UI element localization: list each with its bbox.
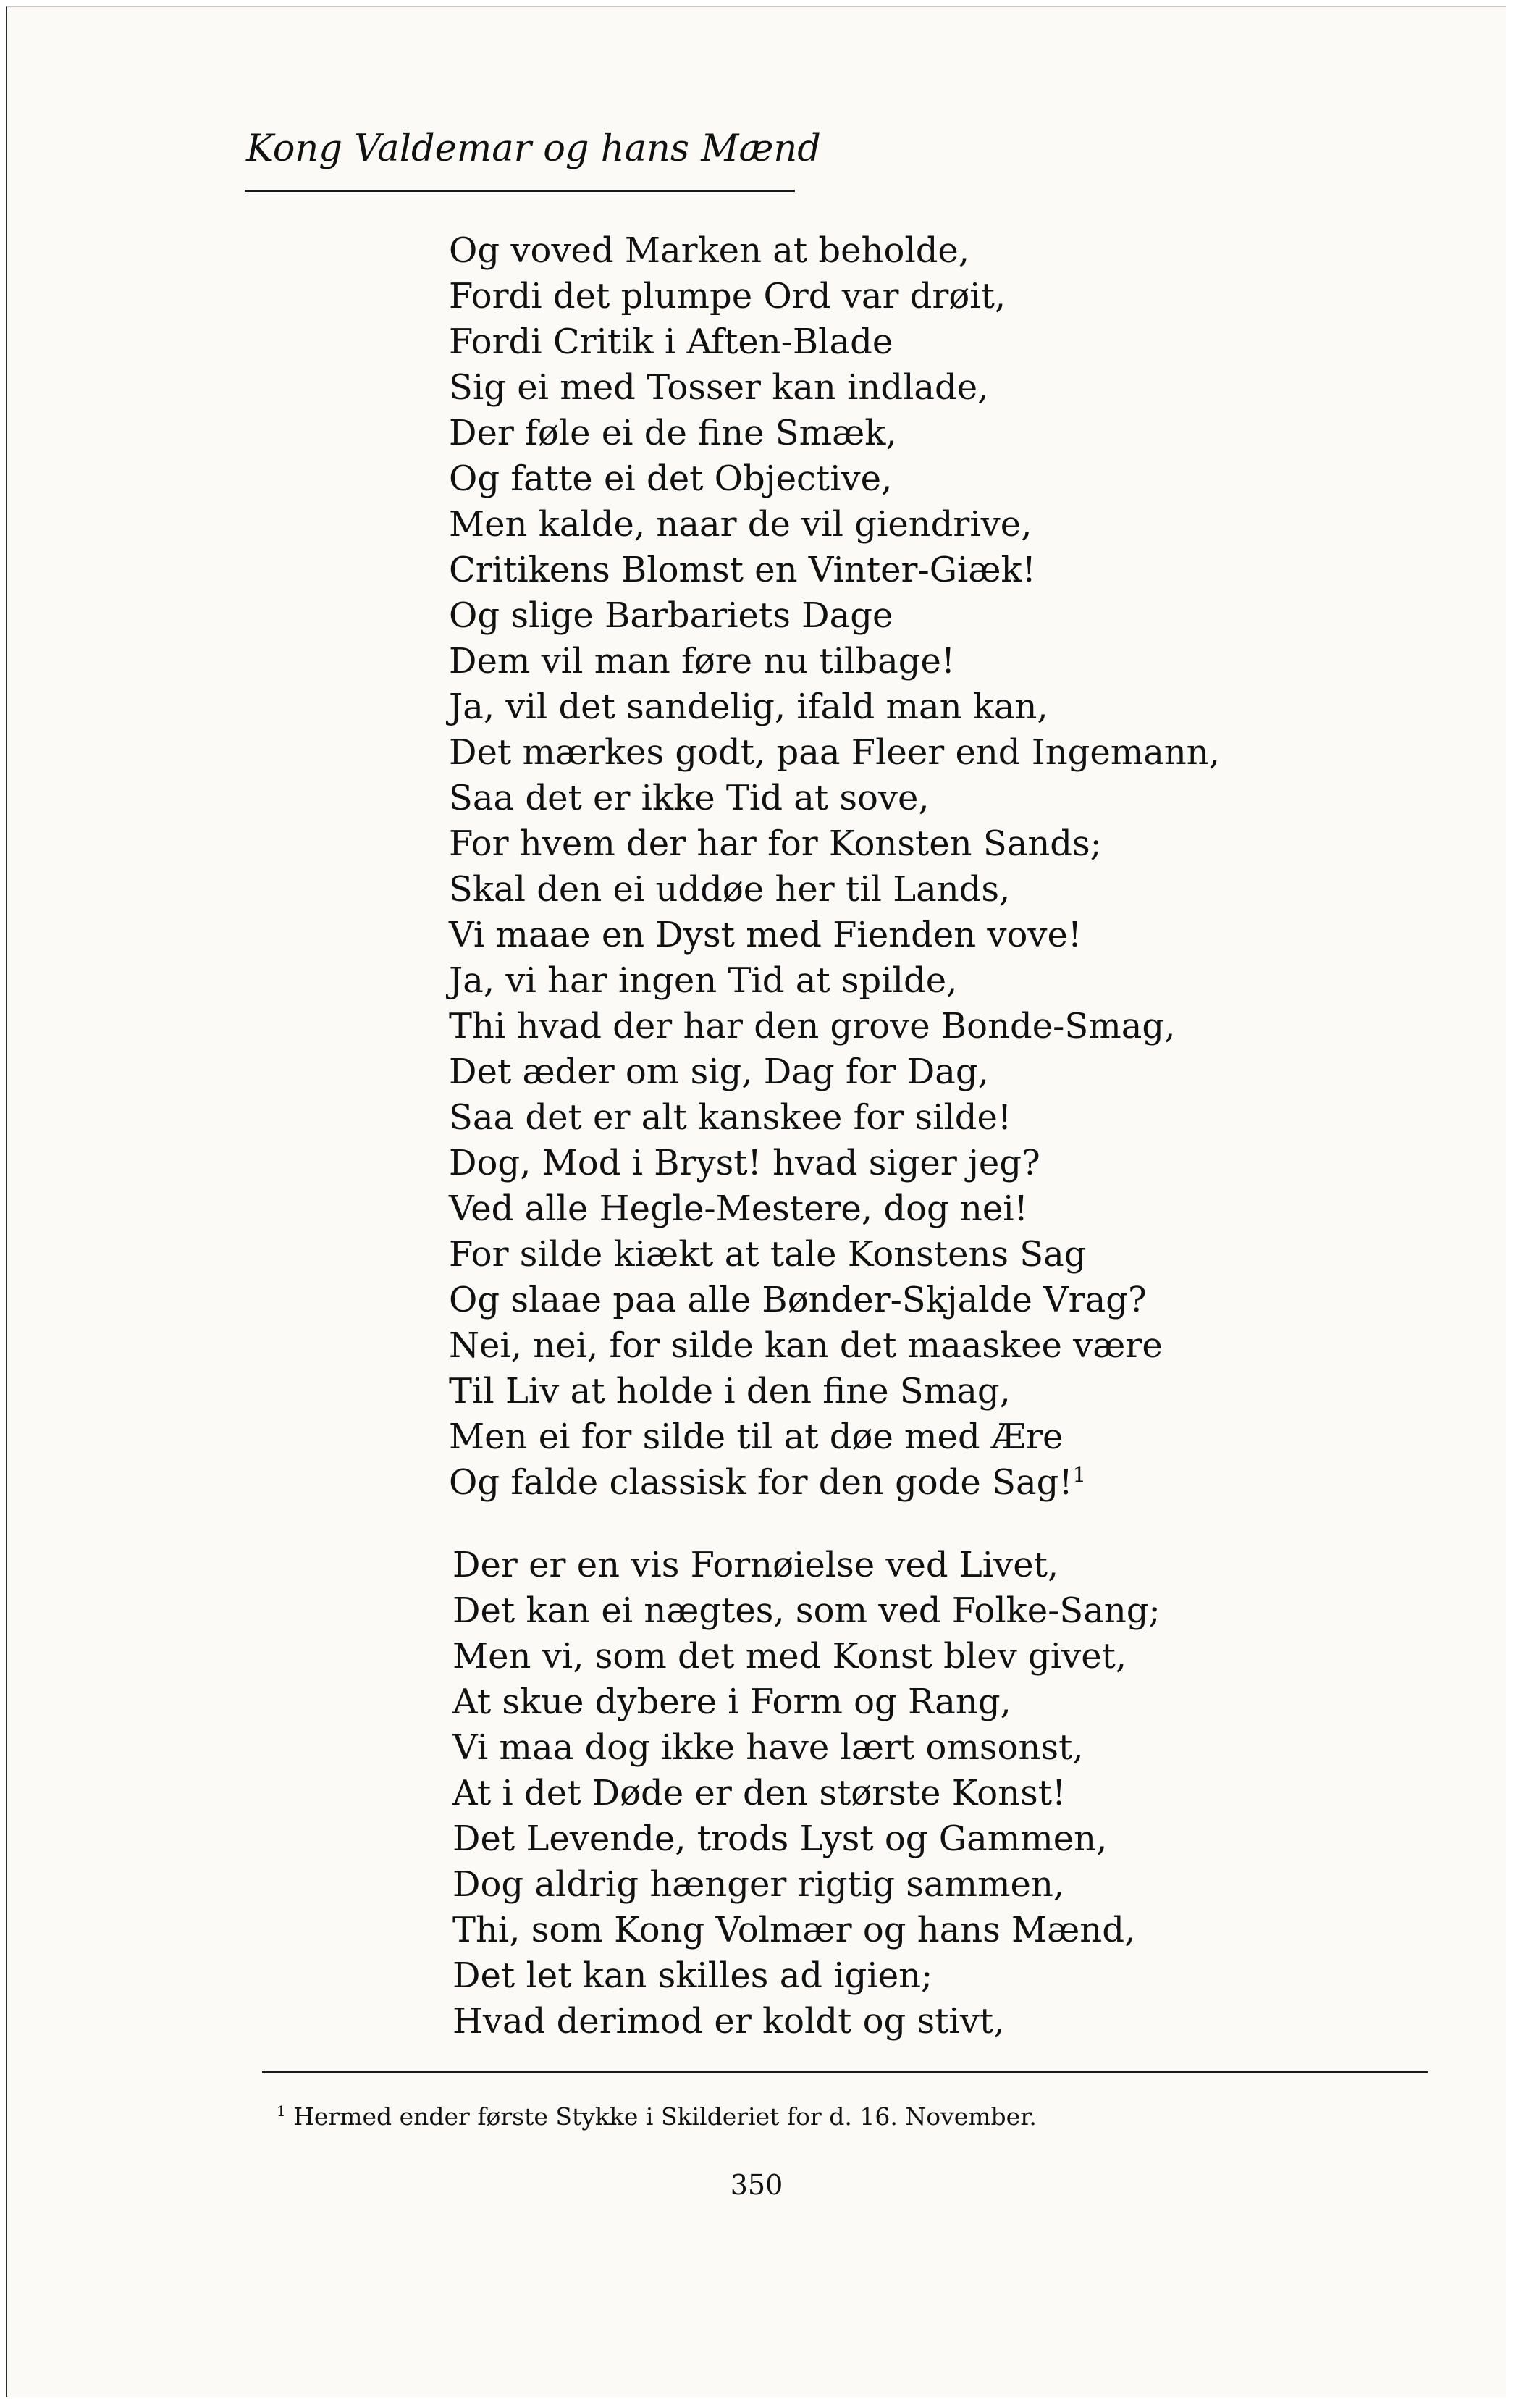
poem-line: Det æder om sig, Dag for Dag, [449,1052,989,1092]
poem-line: Og voved Marken at beholde, [449,230,970,271]
poem-line: Ja, vi har ingen Tid at spilde, [449,960,958,1001]
running-header: Kong Valdemar og hans Mænd [246,127,821,170]
poem-line: For hvem der har for Konsten Sands; [449,823,1102,864]
poem-line: For silde kiækt at tale Konstens Sag [449,1234,1087,1275]
poem-line: Og slaae paa alle Bønder-Skjalde Vrag? [449,1280,1147,1320]
poem-line: Det Levende, trods Lyst og Gammen, [452,1818,1108,1859]
poem-line: Der føle ei de fine Smæk, [449,413,897,453]
poem-stanza-2 [452,1543,1466,2044]
poem-line: At i det Døde er den største Konst! [452,1773,1066,1813]
footnote-text: Hermed ender første Stykke i Skilderiet for d. 16. November. [293,2102,1037,2131]
poem-line: Nei, nei, for silde kan det maaskee være [449,1325,1163,1366]
poem-line: Dem vil man føre nu tilbage! [449,641,956,681]
poem-line: Skal den ei uddøe her til Lands, [449,869,1011,910]
poem-line: Der er en vis Fornøielse ved Livet, [452,1545,1059,1585]
header-rule [245,190,795,192]
poem-line: Og fatte ei det Objective, [449,458,893,499]
poem-line: Critikens Blomst en Vinter-Giæk! [449,550,1036,590]
poem-line: Ja, vil det sandelig, ifald man kan, [449,687,1048,727]
poem-line: Det kan ei nægtes, som ved Folke-Sang; [452,1590,1161,1631]
poem-stanza-1 [449,228,1462,1506]
poem-line: Men kalde, naar de vil giendrive, [449,504,1032,545]
poem-line-with-footnote [449,1460,1462,1506]
poem-line: Dog aldrig hænger rigtig sammen, [452,1864,1065,1905]
footnote [277,2102,1037,2131]
poem-line: Men ei for silde til at døe med Ære [449,1417,1064,1457]
footnote-marker[interactable]: 1 [1072,1462,1086,1487]
footnote-rule [262,2071,1428,2073]
poem-line: Hvad derimod er koldt og stivt, [452,2001,1005,2042]
poem-line: At skue dybere i Form og Rang, [452,1682,1011,1722]
page-edge [1508,0,1524,2408]
poem-line: Men vi, som det med Konst blev givet, [452,1636,1127,1677]
footnote-number: 1 [277,2103,286,2120]
poem-line: Fordi det plumpe Ord var drøit, [449,276,1006,316]
poem-line: Og slige Barbariets Dage [449,595,893,636]
poem-line: Thi, som Kong Volmær og hans Mænd, [452,1910,1136,1950]
poem-line: Dog, Mod i Bryst! hvad siger jeg? [449,1143,1040,1183]
poem-line: Saa det er ikke Tid at sove, [449,778,930,818]
poem-line: Vi maae en Dyst med Fienden vove! [449,915,1082,955]
poem-line-text: Og falde classisk for den gode Sag! [449,1462,1073,1503]
book-page [6,6,1506,2397]
poem-line: Sig ei med Tosser kan indlade, [449,367,989,408]
poem-line: Fordi Critik i Aften-Blade [449,322,893,362]
poem-line: Saa det er alt kanskee for silde! [449,1097,1012,1138]
poem-line: Ved alle Hegle-Mestere, dog nei! [449,1188,1028,1229]
poem-line: Til Liv at holde i den fine Smag, [449,1371,1011,1411]
poem-line: Thi hvad der har den grove Bonde-Smag, [449,1006,1176,1046]
page-number: 350 [730,2169,783,2201]
poem-line: Det mærkes godt, paa Fleer end Ingemann, [449,732,1220,773]
poem-line: Det let kan skilles ad igien; [452,1955,933,1996]
poem-line: Vi maa dog ikke have lært omsonst, [452,1727,1084,1768]
